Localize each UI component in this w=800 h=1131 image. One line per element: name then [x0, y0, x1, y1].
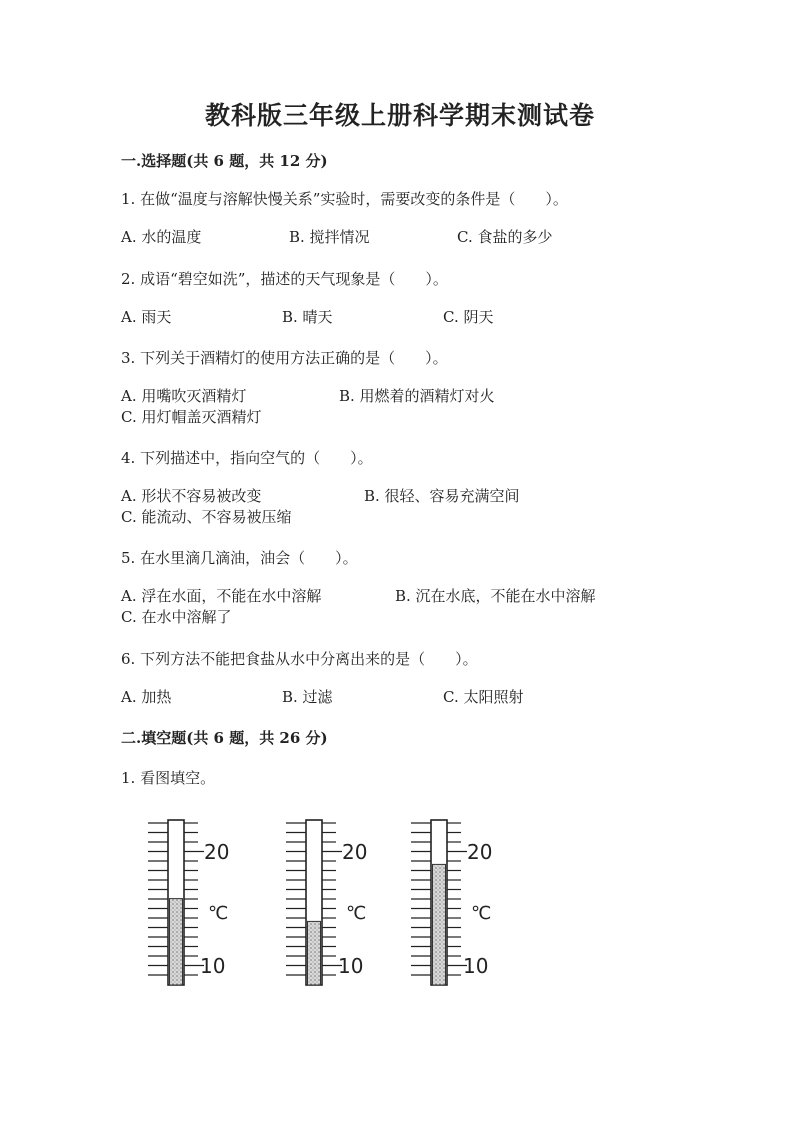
- thermometer-2: [286, 820, 367, 985]
- option-c[interactable]: C. 在水中溶解了: [121, 608, 232, 626]
- question-5-options: [121, 586, 681, 628]
- label-10: 10: [200, 954, 226, 978]
- question-4: 4. 下列描述中，指向空气的（ ）。: [121, 449, 373, 467]
- question-1-options: [121, 227, 681, 248]
- option-a[interactable]: A. 雨天: [121, 308, 172, 326]
- option-b[interactable]: B. 搅拌情况: [289, 228, 370, 246]
- label-20: 20: [467, 840, 493, 864]
- thermometer-3: [411, 820, 492, 985]
- option-c[interactable]: C. 太阳照射: [443, 688, 524, 706]
- unit-label: ℃: [471, 903, 492, 924]
- question-4-options: [121, 486, 681, 528]
- section-heading-fill: 二.填空题(共 6 题，共 26 分): [121, 729, 328, 747]
- option-c[interactable]: C. 用灯帽盖灭酒精灯: [121, 408, 262, 426]
- question-6: 6. 下列方法不能把食盐从水中分离出来的是（ ）。: [121, 650, 478, 668]
- option-b[interactable]: B. 用燃着的酒精灯对火: [339, 387, 495, 405]
- label-10: 10: [338, 954, 364, 978]
- option-a[interactable]: A. 形状不容易被改变: [121, 487, 262, 505]
- label-10: 10: [463, 954, 489, 978]
- thermometer-1: [148, 820, 229, 985]
- question-5: 5. 在水里滴几滴油，油会（ ）。: [121, 549, 358, 567]
- label-20: 20: [342, 840, 368, 864]
- option-b[interactable]: B. 很轻、容易充满空间: [364, 487, 520, 505]
- option-c[interactable]: C. 食盐的多少: [457, 228, 553, 246]
- option-b[interactable]: B. 沉在水底，不能在水中溶解: [395, 587, 596, 605]
- option-b[interactable]: B. 晴天: [282, 308, 333, 326]
- question-2-options: [121, 307, 681, 328]
- option-a[interactable]: A. 用嘴吹灭酒精灯: [121, 387, 247, 405]
- question-3-options: [121, 386, 681, 428]
- option-a[interactable]: A. 水的温度: [121, 228, 202, 246]
- option-b[interactable]: B. 过滤: [282, 688, 333, 706]
- option-a[interactable]: A. 加热: [121, 688, 172, 706]
- label-20: 20: [204, 840, 230, 864]
- section-heading-choice: 一.选择题(共 6 题，共 12 分): [121, 152, 328, 170]
- page-title: 教科版三年级上册科学期末测试卷: [204, 101, 595, 130]
- unit-label: ℃: [346, 903, 367, 924]
- option-c[interactable]: C. 阴天: [443, 308, 494, 326]
- fill-question-1: 1. 看图填空。: [121, 769, 216, 787]
- option-c[interactable]: C. 能流动、不容易被压缩: [121, 508, 292, 526]
- option-a[interactable]: A. 浮在水面，不能在水中溶解: [121, 587, 322, 605]
- thermometer-liquid-14: [308, 921, 321, 985]
- question-2: 2. 成语“碧空如洗”，描述的天气现象是（ ）。: [121, 270, 448, 288]
- question-1: 1. 在做“温度与溶解快慢关系”实验时，需要改变的条件是（ ）。: [121, 190, 568, 208]
- thermometer-liquid-16: [170, 899, 183, 985]
- question-6-options: [121, 687, 681, 708]
- thermometer-liquid-19: [433, 864, 446, 985]
- thermometer-figure: [140, 815, 500, 995]
- question-3: 3. 下列关于酒精灯的使用方法正确的是（ ）。: [121, 349, 448, 367]
- unit-label: ℃: [208, 903, 229, 924]
